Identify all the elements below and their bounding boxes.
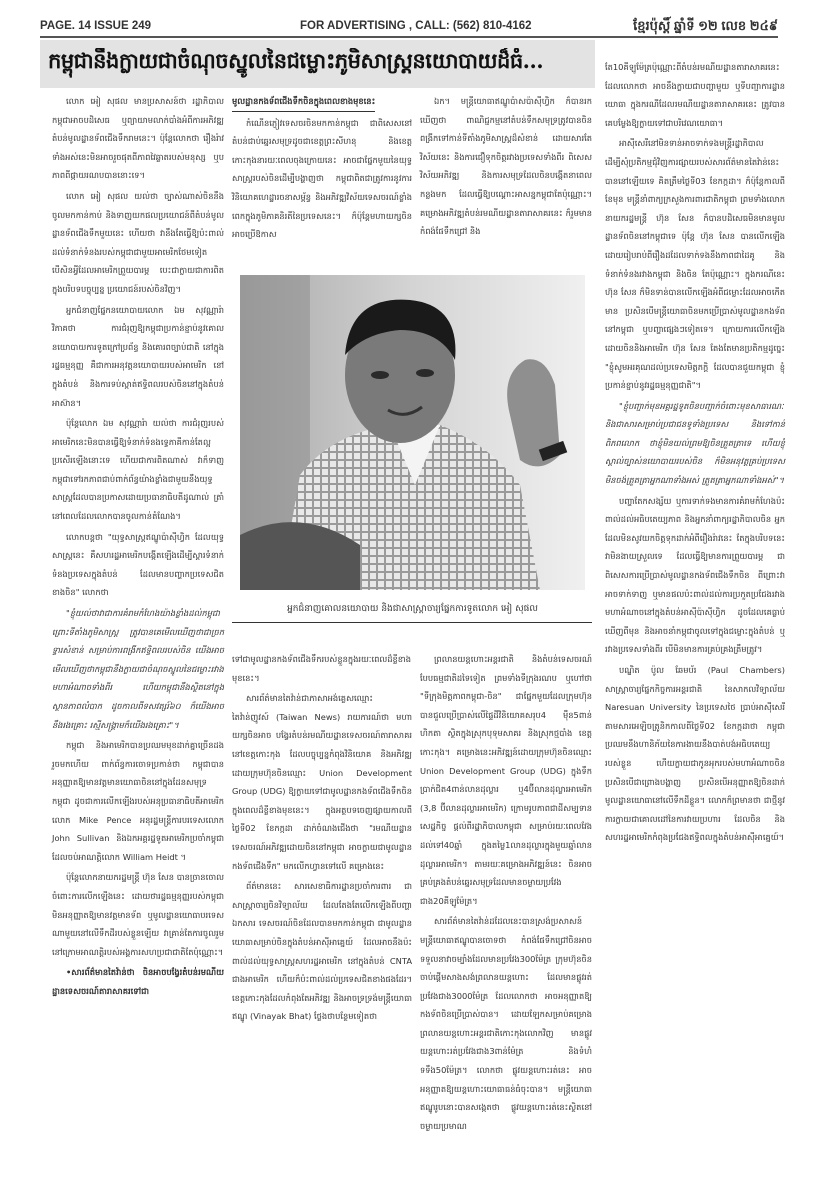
column-1 bbox=[52, 92, 224, 1003]
article-photo bbox=[240, 275, 585, 590]
subheading: មូលដ្ឋានកងទ័ពជើងទឹកចិនក្នុងពេលខាងមុខនេះ bbox=[232, 92, 375, 112]
article-paragraph: បណ្ឌិត ប៉ូល ឆែមប័រ (Paul Chambers) សាស្ត្រាចារ្យផ្នែកកិច្ចការអន្តរជាតិ នៃសាកលវិទ្យាល័យ Naresuan University នៃប្រទេសថៃ ប្រាប់អាស៊ីសេរីតាមសារអេឡិចត្រូនិកកាលពីថ្ងៃទី02 ខែកក្កដាថា កម្ពុជាប្រឈមនឹងហានិភ័យនៃការងាយនឹងបាត់បង់អធិបតេយ្យរបស់ខ្លួន ហើយក្លាយជាកូនអុករបស់មហាអំណាចចិនប្រសិនបើជាព្រោងបង្ហាញ ប្រសិនបើអនុញ្ញាតឱ្យចិនដាក់មូលដ្ឋានយោធានៅលើទឹកដីខ្លួន។ លោកក៏ព្រមានថា ជាថ្មីនូវការក្លាយជាគោលដៅនៃការវាយប្រហារ ដែលចិន និងសហរដ្ឋអាមេរិកកំពុងប្រជែងឥទ្ធិពលក្នុងតំបន់អាស៊ីអាគ្នេយ៍។ bbox=[605, 665, 785, 843]
article-paragraph: ព័ត៌មាននេះ សារសេខាធិការដ្ឋានប្រចាំការពារ ជាសាស្ត្រាចារ្យចិនវិទ្យាល័យ ដែលតែងតែលើកឡើងពីបញ្ហាឯកសារ ទេសចរណ៍ចិនដែលបានមកកាន់កម្ពុជា ជាមូលដ្ឋានយោធាសម្រាប់ចិនក្នុងតំបន់អាស៊ីអាគ្នេយ៍ ដែលអាចនឹងប៉ះពាល់ដល់យុទ្ធសាស្ត្រសហរដ្ឋអាមេរិក នៅក្នុងតំបន់ CNTA ជាងអាមេរិក ហើយក៏ប៉ះពាល់ដល់ប្រទេសជិតខាងផងដែរ។ ខេត្តកោះកុងដែលកំពុងតែអភិវឌ្ឍ និងអាចទ្រទ្រង់មន្ត្រីយោធាឥណ្ឌូ (Vinayak Bhat) ថ្លែងថាបន្ថែមទៀតថា bbox=[232, 881, 412, 1022]
article-paragraph: ប៉ុន្តែលោកនាយករដ្ឋមន្ត្រី ហ៊ុន សែន បានច្រានចោលចំពោះការលើកឡើងនេះ ដោយថារដ្ឋធម្មនុញ្ញរបស់កម្ពុជាមិនអនុញ្ញាតឱ្យមានវត្តមានទ័ព ឬមូលដ្ឋានយោធាបរទេសណាមួយនៅលើទឹកដីរបស់ខ្លួនឡើយ វាគ្រាន់តែការចូលរួមនៅក្រោមអាណត្តិរបស់អង្គការសហប្រជាជាតិតែប៉ុណ្ណោះ។ bbox=[52, 872, 224, 957]
header-rule bbox=[40, 36, 778, 38]
article-paragraph: ទៅជាមូលដ្ឋានកងទ័ពជើងទឹករបស់ខ្លួនក្នុងរយៈពេលដ៏ខ្លីខាងមុខនេះ។ bbox=[232, 654, 411, 683]
page-issue-label: PAGE. 14 ISSUE 249 bbox=[40, 20, 152, 32]
column-3-bottom bbox=[420, 650, 592, 1137]
column-4 bbox=[605, 58, 785, 849]
article-paragraph: កំណើនភ្ញៀវទេសចរចិនមកកាន់កម្ពុជា ជាពិសេសនៅតំបន់ជាប់ឆ្នេរសមុទ្រដូចជាខេត្តព្រះសីហនុ និងខេត្តកោះកុងនារយៈពេលចុងក្រោយនេះ អាចជាផ្នែកមួយនៃយុទ្ធសាស្ត្ររបស់ចិនដើម្បីបង្ហាញថា កម្ពុជាពិតជាត្រូវការនូវការវិនិយោគហេដ្ឋារចនាសម្ព័ន្ធ និងអភិវឌ្ឍវិស័យទេសចរណ៍ខ្លាំងពេកក្នុងភូមិភាគនិរតីនៃប្រទេសនេះ។ ក៏ប៉ុន្តែមហាយក្សចិនអាចប្រើឱកាស bbox=[232, 117, 412, 240]
article-paragraph: សារព័ត៌មានតៃវ៉ាន់ដដែលនេះបានស្រង់ប្រសាសន៍មន្ត្រីយោធាឥណ្ឌូបានចោទថា កំពង់ផែទឹកជ្រៅចិនអាចទទួលនាវាចម្បាំងដែលមានប្រវែង300ម៉ែត្រ ក្រុមហ៊ុនចិនចាប់ផ្ដើមសាងសង់ព្រលានយន្តហោះ ដែលមានផ្លូវរត់ប្រវែងជាង3000ម៉ែត្រ ដែលលោកថា អាចអនុញ្ញាតឱ្យកងទ័ពចិនប្រើប្រាស់បាន។ ដោយឡែកសម្រាប់គម្រោងព្រលានយន្តហោះអន្តរជាតិកោះកុងលោកវិញ មានផ្លូវយន្តហោះរត់ប្រវែងជាង3ពាន់ម៉ែត្រ និងទំហំទទឹង50ម៉ែត្រ។ លោកថា ផ្លូវយន្តហោះរត់នេះ អាចអនុញ្ញាតឱ្យយន្តហោះយោធាធន់ធំចុះបាន។ មន្ត្រីយោធាឥណ្ឌូរូបនោះបានសង្កេតថា ផ្លូវយន្តហោះរត់នេះស្ថិតនៅចម្ងាយប្រមាណ bbox=[420, 916, 592, 1131]
article-paragraph: សារព័ត៌មានតៃវ៉ាន់ជាភាសាអង់គ្លេសឈ្មោះ តៃវ៉ាន់ញូវស៍ (Taiwan News) រាយការណ៍ថា មហាយក្សចិនអាច បង្វែរតំបន់រមណីយដ្ឋានទេសចរណ៍តារាសាគរ នៅខេត្តកោះកុង ដែលបច្ចុប្បន្នកំពុងវិនិយោគ និងអភិវឌ្ឍដោយក្រុមហ៊ុនចិនឈ្មោះ Union Development Group (UDG) ឱ្យក្លាយទៅជាមូលដ្ឋានកងទ័ពជើងទឹកចិនក្នុងពេលដ៏ខ្លីខាងមុខនេះ។ ក្នុងអត្ថបទចេញផ្សាយកាលពីថ្ងៃទី02 ខែកក្កដា ដាក់ចំណងជើងថា "រមណីយដ្ឋានទេសចរណ៍អភិវឌ្ឍដោយចិននៅកម្ពុជា អាចក្លាយជាមូលដ្ឋានកងទ័ពជើងទឹក" មកលើកហ្វានទៅលើ គម្រោងនេះ bbox=[232, 693, 412, 871]
article-paragraph: លោកបន្តថា "យុទ្ធសាស្ត្រឥណ្ឌូប៉ាស៊ីហ្វិក ដែលយុទ្ធសាស្ត្រនេះ គឺសហរដ្ឋអាមេរិកបង្កើតឡើងដើម្បីស្ដារទំនាក់ទំនងប្រទេសក្នុងតំបន់ ដែលមានបញ្ហាកប្រទេសជិតខាងចិន" លោកថា bbox=[52, 531, 224, 598]
page-header bbox=[40, 20, 778, 34]
article-paragraph: កម្ពុជា និងអាមេរិកបានប្រឈមមុខដាក់គ្នាច្រើនដងរួចមកហើយ ពាក់ព័ន្ធការចោទប្រកាន់ថា កម្ពុជាបានអនុញ្ញាតឱ្យមានវត្តមានយោធាចិននៅក្នុងដែនសមុទ្រកម្ពុជា ដូចជាការលើកឡើងរបស់អនុប្រធានាធិបតីអាមេរិកលោក Mike Pence អនុរដ្ឋមន្ត្រីការបរទេសលោក John Sullivan និងឯកអគ្គរដ្ឋទូតអាមេរិកប្រចាំកម្ពុជា ដែលចប់អាណត្តិលោក William Heidt ។ bbox=[52, 740, 224, 862]
article-paragraph: "ខ្ញុំបញ្ជាក់មុខអគ្គរដ្ឋទូតចិនបញ្ជាក់ចំពោះមុខសាធារណៈ និងជាសារសម្រាប់ប្រជាជនទូទាំងប្រទេស និងទៅកាន់ពិភពលោក ថាខ្ញុំមិនយល់ព្រមឱ្យចិនត្រួតត្រាទេ ហើយខ្ញុំស្គាល់ច្បាស់នយោបាយរបស់ចិន ក៏មិនអនុវត្តគ្រប់ប្រទេស មិនចង់ត្រួតត្រាអ្នកណាទាំងអស់ ត្រួតត្រាអ្នកណាទាំងអស់"។ bbox=[605, 400, 785, 486]
caption-rule bbox=[232, 622, 592, 623]
article-paragraph: "ខ្ញុំយល់ថាវាជាការគំរាមកំហែងយ៉ាងខ្លាំងដល់កម្ពុជា ព្រោះទីតាំងភូមិសាស្ត្រ ត្រូវបានគេមើលឃើញថាជាច្រកទ្វារសំខាន់ សម្រាប់ការពង្រីកឥទ្ធិពលរបស់ចិន យើងអាចមើលឃើញថាកម្ពុជានឹងក្លាយជាចំណុចស្នូលនៃជម្លោះរវាងមហាអំណាចទាំងពីរ ហើយកម្ពុជានឹងស្ថិតនៅក្នុងស្ថានភាពលំបាក ដូចកាលពីទសវត្សរ៍៦០ ក៏យើងអាចនឹងរងគ្រោះ រស្មីសង្គ្រាមក៏យើងរងគ្រោះ"។ bbox=[52, 608, 224, 730]
article-paragraph: តែ10គីឡូម៉ែត្រប៉ុណ្ណោះពីតំបន់រមណីយដ្ឋានតារាសាគរនេះ ដែលលោកថា អាចនឹងក្លាយជាបញ្ហាមួយ ឬទីបញ្ជាការដ្ឋានយោធា ក្នុងករណីដែលរមណីយដ្ឋានតារាសាគរនេះ ត្រូវបានគេបម្លែងឱ្យក្លាយទៅជាបរិវេណយោធា។ bbox=[605, 62, 785, 128]
article-paragraph: ឯក។ មន្ត្រីយោធាឥណ្ឌូប៉ាសប៉ាស៊ីហ្វិក ក៏បានរកឃើញថា ពាណិជ្ជកម្មនៅតំបន់ទឹកសមុទ្រត្រូវបានចិនពង្រីកទៅកាន់ទីតាំងភូមិសាស្ត្រដ៏សំខាន់ ដោយសារតែវិស័យនេះ និងការជឿទុកចិត្តរវាងប្រទេសទាំងពីរ ពិសេសវិស័យអភិវឌ្ឍ និងការសមុទ្រដែលចិនបង្កើតនាពេលកន្លងមក ដែលធ្វើឱ្យបណ្ដោះអាសន្នកម្ពុជាតែប៉ុណ្ណោះ។ គម្រោងអភិវឌ្ឍតំបន់រមណីយដ្ឋានតារាសាគរនេះ ក៏រួមមានកំពង់ផែទឹកជ្រៅ និង bbox=[420, 96, 592, 237]
article-paragraph: អាស៊ីសេរីនៅមិនទាន់អាចទាក់ទងមន្ត្រីរដ្ឋាភិបាលដើម្បីសុំប្រតិកម្មជុំវិញការផ្សាយរបស់សារព័ត៌មានតៃវ៉ាន់នេះបាននៅឡើយទេ គិតត្រឹមថ្ងៃទី03 ខែកក្កដា។ ក៏ប៉ុន្តែកាលពីខែមុន មន្ត្រីនាំពាក្យក្រសួងការពារជាតិកម្ពុជា ព្រមទាំងលោកនាយករដ្ឋមន្ត្រី ហ៊ុន សែន ក៏បានបដិសេធមិនមានមូលដ្ឋានទ័ពចិននៅកម្ពុជាទេ ប៉ុន្តែ ហ៊ុន សែន បានលើកឡើងដោយរៀបរាប់ពីរឿងដដែលទាក់ទងនឹងភាពជាដៃគូ និងទំនាក់ទំនងរវាងកម្ពុជា និងចិន តែប៉ុណ្ណោះ។ ក្នុងករណីនេះ ហ៊ុន សែន ក៏មិនទាន់បានលើកឡើងអំពីជម្លោះដែលអាចកើតមាន ប្រសិនបើមន្ត្រីយោធាចិនមកប្រើប្រាស់មូលដ្ឋានកងទ័ពនៅកម្ពុជា ឬបញ្ហាផ្សេងៗទៀតទេ។ ក្រោយការលើកឡើងដោយចិននិងអាមេរិក ហ៊ុន សែន តែងតែមានប្រតិកម្មដូច្នេះ "ខ្ញុំសូមអរគុណដល់ប្រទេសមិត្តភក្តិ ដែលបានជួយកម្ពុជា ខ្ញុំប្រកាន់ខ្ជាប់នូវរដ្ឋធម្មនុញ្ញជាតិ"។ bbox=[605, 138, 785, 391]
article-paragraph: លោក អៀ សុផល មានប្រសាសន៍ថា រដ្ឋាភិបាលកម្ពុជាអាចបដិសេធ ឬព្យាយាមលាក់បាំងអំពីការអភិវឌ្ឍតំបន់មូលដ្ឋានទ័ពជើងទឹករាមនេះ។ ប៉ុន្តែលោកថា រឿងរ៉ាវទាំងអស់នេះមិនអាចរួចផុតពីភាពវៃឆ្លាតរបស់មនុស្ស ឬបភាពពីផ្កាយរណបបាននោះទេ។ bbox=[52, 96, 224, 181]
advertising-contact: FOR ADVERTISING , CALL: (562) 810-4162 bbox=[300, 20, 532, 32]
article-paragraph: អ្នកជំនាញផ្នែកនយោបាយលោក ឯម សុវណ្ណារ៉ា វិភាគថា ការជំរុញឱ្យកម្ពុជាប្រកាន់ខ្ជាប់នូវគោលនយោបាយការទូតក្រៅប្រព័ន្ធ និងគោរពច្បាប់ជាតិ នៅក្នុងរដ្ឋធម្មនុញ្ញ គឺជាការអនុវត្តនយោបាយរបស់អាមេរិក នៅក្នុងតំបន់ និងការទប់ស្កាត់ឥទ្ធិពលរបស់ចិននៅក្នុងតំបន់អាស៊ាន។ bbox=[52, 304, 224, 408]
headline-box bbox=[40, 40, 595, 88]
headline: កម្ពុជានឹងក្លាយជាចំណុចស្នូលនៃជម្លោះភូមិសាស្ត្រនយោបាយដ៏ធំ… bbox=[48, 48, 544, 73]
photo-caption: អ្នកជំនាញគោលនយោបាយ និងជាសាស្ត្រាចារ្យផ្នែកការទូតលោក អៀ សុផល bbox=[287, 604, 538, 614]
article-paragraph: ប៉ុន្តែលោក ឯម សុវណ្ណារ៉ា យល់ថា ការជំរុញរបស់អាមេរិកនេះមិនបានធ្វើឱ្យទំនាក់ទំនងទ្វេភាគីកាន់តែល្អប្រសើរឡើងនោះទេ ហើយជាការពិតណាស់ វាក៏ទាញកម្ពុជាទៅរកភាពជាប់ពាក់ព័ន្ធយ៉ាងខ្លាំងជាមួយនឹងយុទ្ធសាស្ត្រដែលបានប្រកាសដោយប្រធានាធិបតីដូណាល់ ត្រាំ នៅពេលដែលលោកបានចូលកាន់តំណែង។ bbox=[52, 418, 224, 522]
article-paragraph: •សារព័ត៌មានតៃវ៉ាន់ថា ចិនអាចបង្វែរតំបន់រមណីយដ្ឋានទេសចរណ៍តារាសាគរទៅជា bbox=[52, 967, 224, 996]
article-paragraph: ព្រលានយន្តហោះអន្តរជាតិ និងតំបន់ទេសចរណ៍ បែបធម្មជាតិដទៃទៀត ព្រមទាំងទីក្រុងរណប ឬហៅថា "ទីក្រុងមិត្តភាពកម្ពុជា-ចិន" ជាផ្នែកមួយដែលក្រុមហ៊ុនបានជួលប្រើប្រាស់លើផ្ទៃដីវិនិយោគសរុប4 ម៉ឺន5ពាន់ហិកតា ស្ថិតក្នុងស្រុកបុទុមសាគរ និងស្រុកថ្មបាំង ខេត្តកោះកុង។ គម្រោងនេះអភិវឌ្ឍន៍ដោយក្រុមហ៊ុនចិនឈ្មោះ Union Development Group (UDG) ក្នុងទឹកប្រាក់ជិត4ពាន់លានដុល្លារ ឬ4ប៊ីលានដុល្លារអាមេរិក (3,8 ប៊ីលានដុល្លារអាមេរិក) ក្រោមរូបភាពជាដីសម្បទានសេដ្ឋកិច្ច ផ្តល់ពីរដ្ឋាភិបាលកម្ពុជា សម្រាប់រយៈពេលវែងដល់ទៅ40ឆ្នាំ ក្នុងតម្លៃ1លានដុល្លារក្នុងមួយឆ្នាំលានដុល្លារអាមេរិក។ តាមរយៈគម្រោងអភិវឌ្ឍន៍នេះ ចិនអាចគ្រប់គ្រងតំបន់ឆ្នេរសមុទ្រដែលមានចម្ងាយប្រវែងជាង20គីឡូម៉ែត្រ។ bbox=[420, 654, 592, 906]
masthead: ខ្មែរប៉ុស្តិ៍ ឆ្នាំទី ១២ លេខ ២៤៩ bbox=[633, 18, 778, 33]
column-2-top bbox=[232, 92, 412, 246]
article-paragraph: លោក អៀ សុផល យល់ថា ច្បាស់ណាស់ចិននឹងចូលមកកាន់កាប់ និងទាញយកផលប្រយោជន៍ពីតំបន់មូលដ្ឋានទ័ពជើងទឹកមួយនេះ ហើយថា វានឹងតែធ្វើឱ្យប៉ះពាល់ដល់ទំនាក់ទំនងរបស់កម្ពុជាជាមួយអាមេរិកថែមទៀត បើសិនអ្វីដែលអាមេរិកព្រួយបារម្ភ បេះជាក្លាយជាការពិត ក្នុងបរិបទបច្ចុប្បន្ន ប្រយោជន៍របស់ចិនវិញ។ bbox=[52, 190, 224, 294]
portrait-image bbox=[240, 275, 585, 590]
column-2-bottom bbox=[232, 650, 412, 1028]
column-3-top bbox=[420, 92, 592, 243]
article-paragraph: បញ្ហាតែកសង្ស័យ ឬការទាក់ទងមានការគំរាមកំហែងប៉ះពាល់ដល់អធិបតេយ្យភាព និងអ្នកនាំពាក្យរដ្ឋាភិបាលចិន អ្នកដែលមិនសូវយកចិត្តទុកដាក់អំពីរឿងរ៉ាវនេះ តែក្នុងបរិបទនេះ វាមិនងាយស្រួលទេ ដែលធ្វើឱ្យមានការព្រួយបារម្ភ ជាពិសេសការប្រើប្រាស់មូលដ្ឋានកងទ័ពជើងទឹកចិន ពីព្រោះវាអាចទាក់ទាញ ឬមានផលប៉ះពាល់ដល់ការប្រកួតប្រជែងរវាងមហាអំណាចនៅក្នុងតំបន់អាស៊ីប៉ាស៊ីហ្វិក ដូចដែលគេធ្លាប់ឃើញពីមុន និងអាចនាំកម្ពុជាចូលទៅក្នុងជម្លោះក្នុងតំបន់ ឬរវាងប្រទេសទាំងពីរ បើមិនមានការគ្រប់គ្រងត្រឹមត្រូវ។ bbox=[605, 495, 785, 655]
